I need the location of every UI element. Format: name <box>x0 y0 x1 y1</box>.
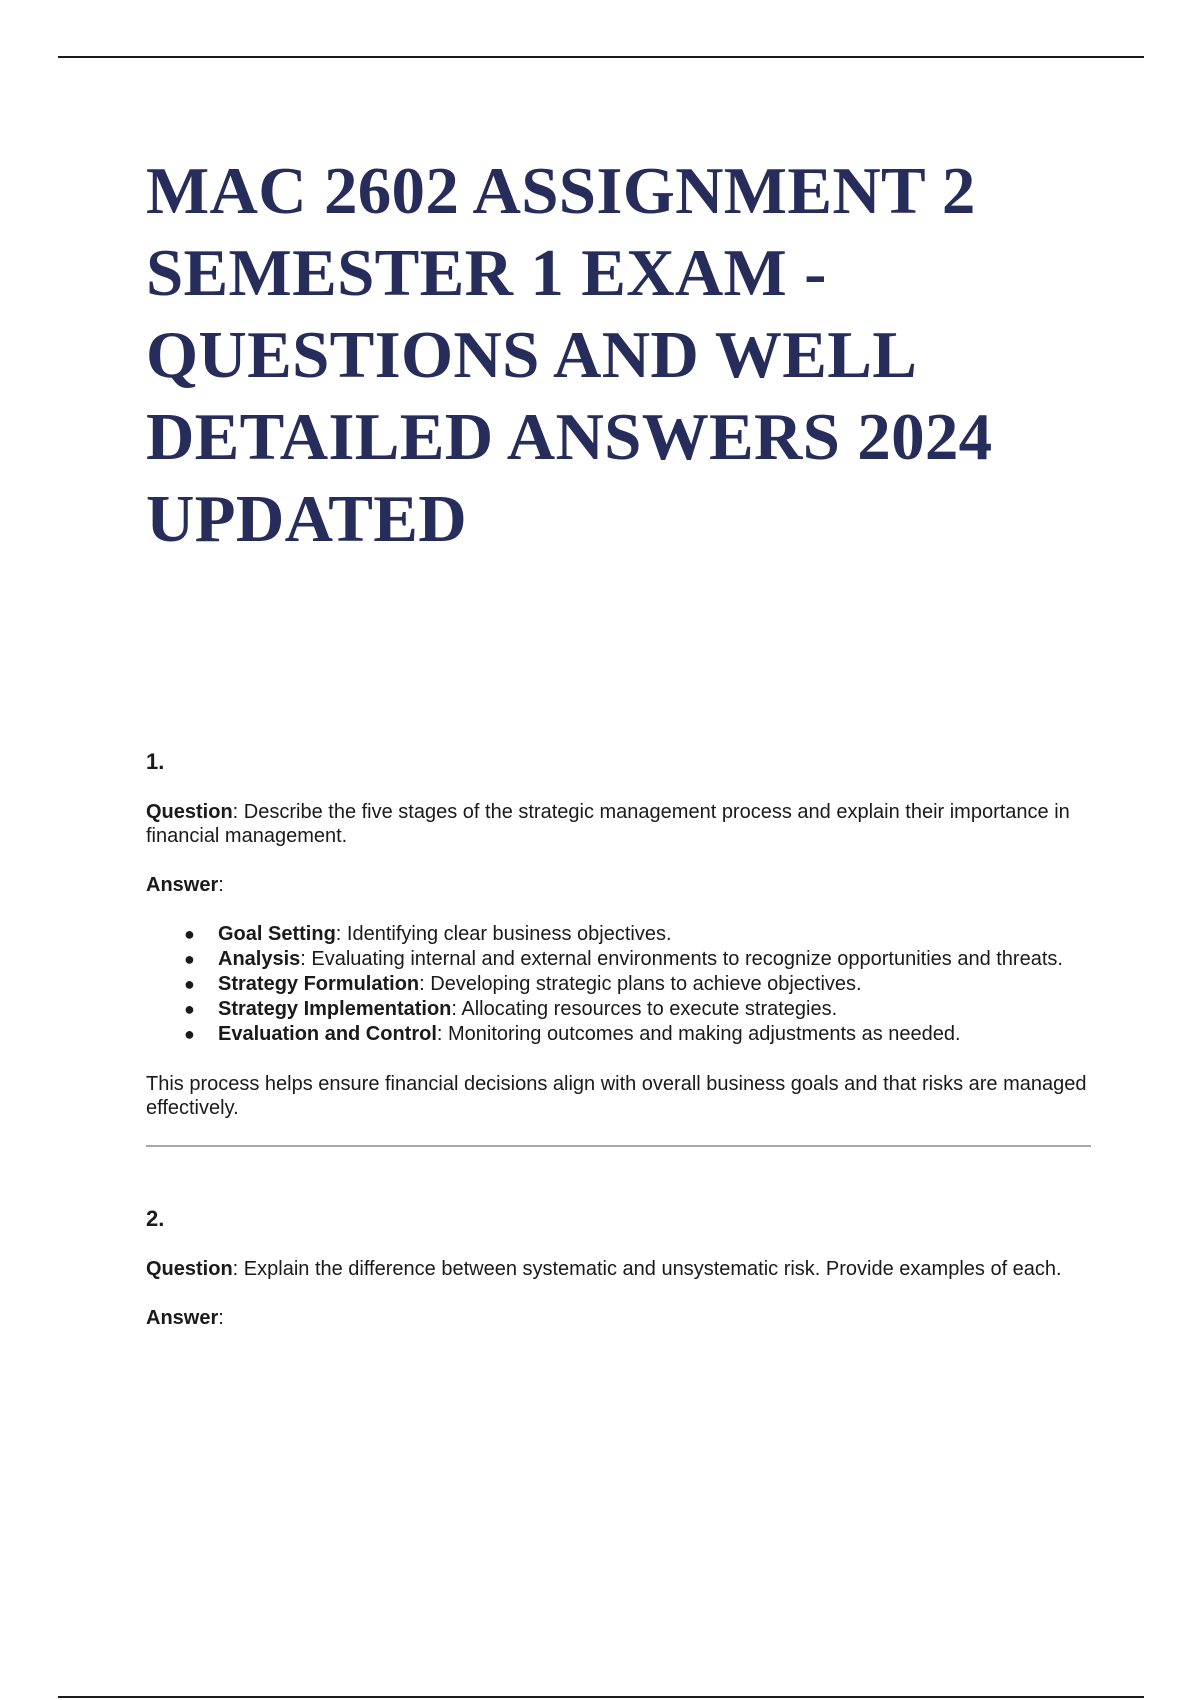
list-item-term: Goal Setting <box>218 923 336 945</box>
document-body <box>146 150 1091 1355</box>
question-paragraph <box>146 800 1091 848</box>
list-item-text: : Identifying clear business objectives. <box>335 923 672 945</box>
list-item-term: Strategy Implementation <box>218 998 452 1020</box>
question-block-2 <box>146 1207 1091 1330</box>
top-rule <box>58 56 1144 58</box>
list-item-text: : Allocating resources to execute strategies. <box>451 998 838 1020</box>
list-item-term: Strategy Formulation <box>218 973 420 995</box>
question-text: : Describe the five stages of the strategic management process and explain their importance in financial management. <box>146 801 1070 847</box>
question-text: : Explain the difference between systematic and unsystematic risk. Provide examples of each. <box>232 1258 1062 1280</box>
question-label: Question <box>146 1258 233 1280</box>
answer-heading <box>146 873 1091 897</box>
question-label: Question <box>146 801 233 823</box>
list-item <box>146 947 1091 971</box>
answer-label: Answer <box>146 874 219 896</box>
answer-list <box>146 922 1091 1046</box>
bullet-icon: ● <box>184 1024 195 1044</box>
question-number: 2. <box>146 1206 165 1231</box>
list-item-text: : Developing strategic plans to achieve objectives. <box>419 973 862 995</box>
section-divider <box>146 1145 1091 1147</box>
list-item <box>146 997 1091 1021</box>
bullet-icon: ● <box>184 974 195 994</box>
question-paragraph <box>146 1257 1091 1281</box>
bottom-rule <box>58 1696 1144 1698</box>
list-item <box>146 1022 1091 1046</box>
list-item-term: Analysis <box>218 948 301 970</box>
answer-colon: : <box>218 874 224 896</box>
bullet-icon: ● <box>184 949 195 969</box>
list-item-text: : Evaluating internal and external environments to recognize opportunities and threats. <box>300 948 1063 970</box>
question-number: 1. <box>146 749 165 774</box>
question-block-1 <box>146 750 1091 1120</box>
list-item <box>146 922 1091 946</box>
bullet-icon: ● <box>184 924 195 944</box>
list-item-term: Evaluation and Control <box>218 1023 437 1045</box>
list-item-text: : Monitoring outcomes and making adjustments as needed. <box>436 1023 961 1045</box>
document-title: MAC 2602 ASSIGNMENT 2 SEMESTER 1 EXAM - QUESTIONS AND WELL DETAILED ANSWERS 2024 UPDATED <box>146 154 993 556</box>
answer-heading <box>146 1306 1091 1330</box>
list-item <box>146 972 1091 996</box>
answer-colon: : <box>218 1307 224 1329</box>
answer-conclusion: This process helps ensure financial decisions align with overall business goals and that risks are managed effectively. <box>146 1073 1087 1119</box>
answer-label: Answer <box>146 1307 219 1329</box>
bullet-icon: ● <box>184 999 195 1019</box>
